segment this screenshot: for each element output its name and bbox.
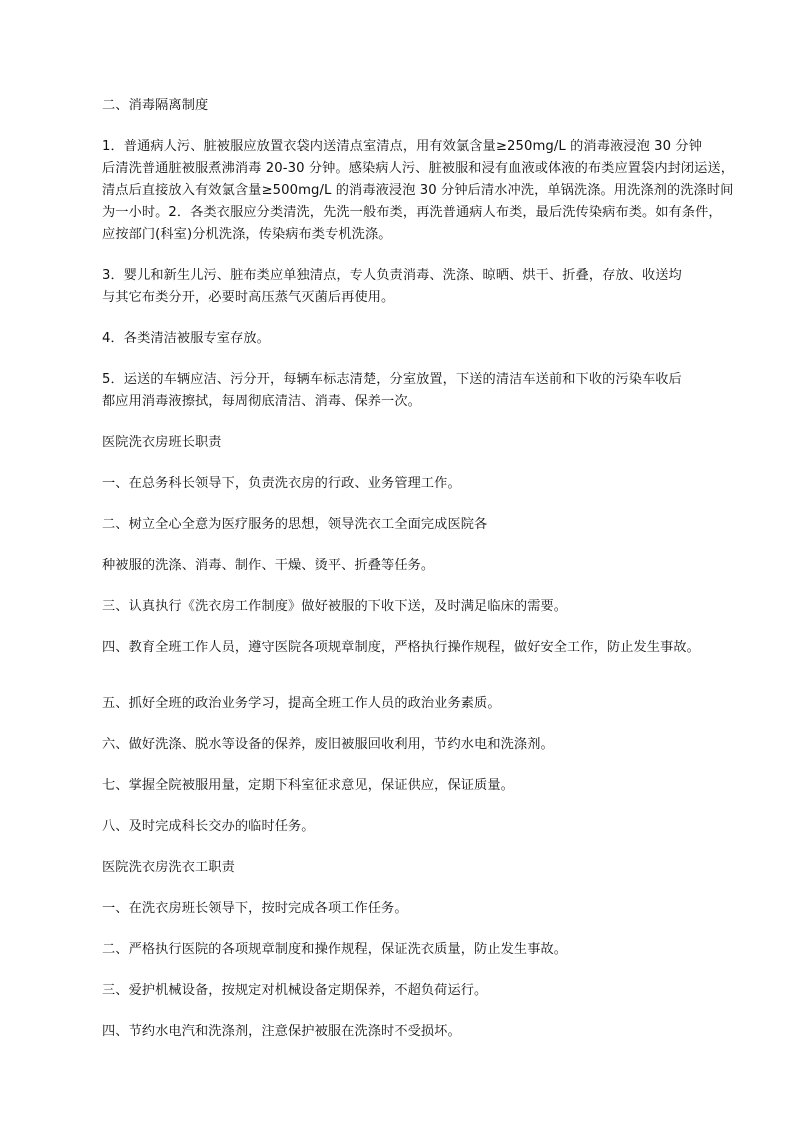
paragraph-4: 4．各类清洁被服专室存放。 <box>102 331 270 346</box>
duty-item: 五、抓好全班的政治业务学习，提高全班工作人员的政治业务素质。 <box>102 696 501 711</box>
section-heading-team-leader: 医院洗衣房班长职责 <box>102 435 222 450</box>
duty-item: 一、在洗衣房班长领导下，按时完成各项工作任务。 <box>102 901 408 916</box>
duty-item: 四、节约水电汽和洗涤剂，注意保护被服在洗涤时不受损坏。 <box>102 1024 461 1039</box>
duty-item: 三、认真执行《洗衣房工作制度》做好被服的下收下送，及时满足临床的需要。 <box>102 599 568 614</box>
duty-item: 六、做好洗涤、脱水等设备的保养，废旧被服回收利用，节约水电和洗涤剂。 <box>102 737 554 752</box>
paragraph-3-line: 3．婴儿和新生儿污、脏布类应单独清点，专人负责消毒、洗涤、晾晒、烘干、折叠，存放、收送均 <box>102 268 682 283</box>
paragraph-5-line: 都应用消毒液擦拭，每周彻底清洁、消毒、保养一次。 <box>102 394 421 409</box>
section-heading-laundry-worker: 医院洗衣房洗衣工职责 <box>102 860 235 875</box>
paragraph-3 <box>102 265 740 309</box>
paragraph-1 <box>102 136 740 246</box>
paragraph-1-line: 后清洗普通脏被服煮沸消毒 20-30 分钟。感染病人污、脏被服和浸有血液或体液的布类应置袋内封闭运送， <box>102 161 735 176</box>
duty-item: 八、及时完成科长交办的临时任务。 <box>102 819 315 834</box>
duty-item: 二、严格执行医院的各项规章制度和操作规程，保证洗衣质量，防止发生事故。 <box>102 942 568 957</box>
duty-item: 种被服的洗涤、消毒、制作、干燥、烫平、折叠等任务。 <box>102 558 435 573</box>
paragraph-5 <box>102 369 740 413</box>
duty-item: 三、爱护机械设备，按规定对机械设备定期保养，不超负荷运行。 <box>102 983 488 998</box>
paragraph-1-line: 1．普通病人污、脏被服应放置衣袋内送清点室清点，用有效氯含量≥250mg/L 的消毒液浸泡 30 分钟 <box>102 139 703 154</box>
paragraph-3-line: 与其它布类分开，必要时高压蒸气灭菌后再使用。 <box>102 290 395 305</box>
paragraph-5-line: 5．运送的车辆应洁、污分开，每辆车标志清楚，分室放置，下送的清洁车送前和下收的污染车收后 <box>102 372 682 387</box>
duty-item: 四、教育全班工作人员，遵守医院各项规章制度，严格执行操作规程，做好安全工作，防止发生事故。 <box>102 640 700 655</box>
duty-item: 二、树立全心全意为医疗服务的思想，领导洗衣工全面完成医院各 <box>102 517 488 532</box>
paragraph-1-line: 为一小时。2．各类衣服应分类清洗，先洗一般布类，再洗普通病人布类，最后洗传染病布类。如有条件， <box>102 205 722 220</box>
duty-item: 一、在总务科长领导下，负责洗衣房的行政、业务管理工作。 <box>102 476 461 491</box>
duty-item: 七、掌握全院被服用量，定期下科室征求意见，保证供应，保证质量。 <box>102 778 514 793</box>
paragraph-1-line: 应按部门(科室)分机洗涤，传染病布类专机洗涤。 <box>102 227 392 242</box>
paragraph-1-line: 清点后直接放入有效氯含量≥500mg/L 的消毒液浸泡 30 分钟后清水冲洗，单锅洗涤。用洗涤剂的洗涤时间 <box>102 183 734 198</box>
section-heading-disinfection: 二、消毒隔离制度 <box>102 98 209 113</box>
